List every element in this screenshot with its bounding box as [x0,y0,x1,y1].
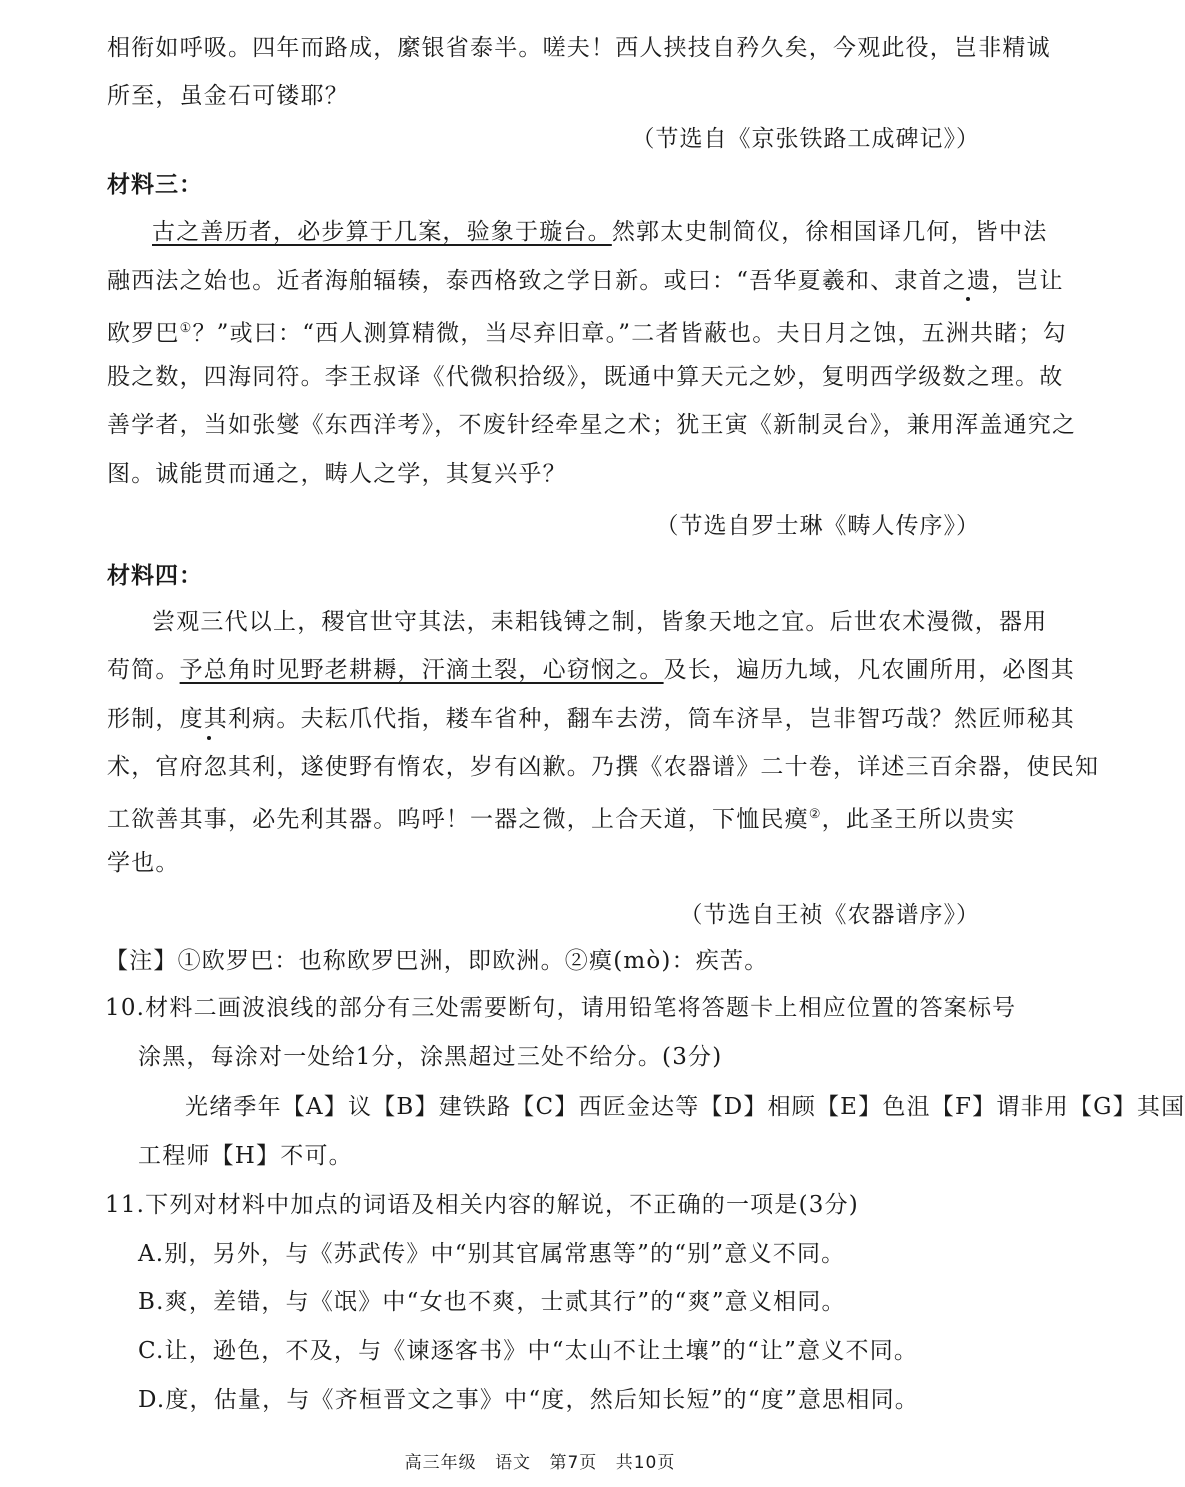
material-three-line-6: 图。诚能贯而通之，畴人之学，其复兴乎？ [107,461,567,487]
material-two-line-2: 所至，虽金石可镂耶？ [107,83,349,109]
material-four-line-5 [107,800,1015,835]
emphasis-dot [966,297,970,301]
material-four-line-2a: 苟简。 [107,657,180,683]
material-three-line-4: 股之数，四海同符。李王叔译《代微积拾级》，既通中算天元之妙，复明西学级数之理。故 [107,364,1064,390]
footer-grade: 高三年级 [404,1453,477,1473]
underlined-sentence-2: 予总角时见野老耕耨，汗滴土裂，心窃悯之。 [179,657,664,683]
material-three-line-1 [152,217,1047,247]
material-four-heading: 材料四： [107,562,203,589]
footer-page-number: 第7页 [549,1453,598,1473]
footnote-marker-2: ② [808,807,822,822]
material-two-line-1: 相衔如呼吸。四年而路成，縻银省泰半。嗟夫！西人挟技自矜久矣，今观此役，岂非精诚 [107,35,1051,61]
footer-subject: 语文 [495,1453,532,1473]
material-four-source: （节选自王祯《农器谱序》） [679,902,980,928]
question-11-option-a: A.别，另外，与《苏武传》中“别其官属常惠等”的“别”意义不同。 [138,1241,846,1267]
material-three-line-3b: ？”或曰：“西人测算精微，当尽弃旧章。”二者皆蔽也。夫日月之蚀，五洲共睹；勾 [192,320,1067,347]
material-four-line-5b: ，此圣王所以贵实 [821,806,1016,833]
material-four-line-4: 术，官府忽其利，遂使野有惰农，岁有凶歉。乃撰《农器谱》二十卷，详述三百余器，使民知 [107,754,1100,780]
question-11-option-c: C.让，逊色，不及，与《谏逐客书》中“太山不让土壤”的“让”意义不同。 [138,1338,919,1364]
emphasis-dot-2 [207,736,211,740]
question-11-stem: 11.下列对材料中加点的词语及相关内容的解说，不正确的一项是(3分) [105,1192,859,1218]
question-10-sentence-line-1: 光绪季年【A】议【B】建铁路【C】西匠金达等【D】相顾【E】色沮【F】谓非用【G】其国 [185,1094,1185,1120]
material-three-source: （节选自罗士琳《畴人传序》） [655,513,980,539]
material-three-line-1-rest: 然郭太史制简仪，徐相国译几何，皆中法 [611,219,1048,245]
underlined-sentence: 古之善历者，必步算于几案，验象于璇台。 [152,219,612,245]
material-three-line-3a: 欧罗巴 [107,320,180,347]
question-11-option-b: B.爽，差错，与《氓》中“女也不爽，士贰其行”的“爽”意义相同。 [138,1289,846,1315]
annotation-notes: 【注】①欧罗巴：也称欧罗巴洲，即欧洲。②瘼(mò)：疾苦。 [105,948,769,974]
footer-total-pages: 共10页 [615,1453,676,1473]
material-four-line-2b: 及长，遍历九域，凡农圃所用，必图其 [663,657,1076,683]
material-three-line-5: 善学者，当如张燮《东西洋考》，不废针经牵星之术；犹王寅《新制灵台》，兼用浑盖通究之 [107,412,1077,438]
question-10-line-1: 10.材料二画波浪线的部分有三处需要断句，请用铅笔将答题卡上相应位置的答案标号 [105,995,1017,1021]
material-four-line-6: 学也。 [107,850,180,876]
footnote-marker-1: ① [179,321,193,336]
material-four-line-5a: 工欲善其事，必先利其器。呜呼！一器之微，上合天道，下恤民瘼 [107,806,809,833]
question-10-sentence-line-2: 工程师【H】不可。 [138,1143,353,1169]
material-three-line-3 [107,314,1067,349]
material-three-line-2: 融西法之始也。近者海舶辐辏，泰西格致之学日新。或曰：“吾华夏羲和、隶首之遗，岂让 [107,268,1064,294]
page-footer [0,1448,1080,1473]
material-four-line-2 [107,655,1075,685]
material-four-line-1: 尝观三代以上，稷官世守其法，耒耜钱镈之制，皆象天地之宜。后世农术漫微，器用 [152,609,1048,635]
material-three-heading: 材料三： [107,171,203,198]
question-11-option-d: D.度，估量，与《齐桓晋文之事》中“度，然后知长短”的“度”意思相同。 [138,1387,919,1413]
question-10-line-2: 涂黑，每涂对一处给1分，涂黑超过三处不给分。(3分) [138,1044,723,1070]
material-two-source: （节选自《京张铁路工成碑记》） [631,126,980,152]
material-four-line-3: 形制，度其利病。夫耘爪代指，耧车省种，翻车去涝，筒车济旱，岂非智巧哉？然匠师秘其 [107,706,1075,732]
